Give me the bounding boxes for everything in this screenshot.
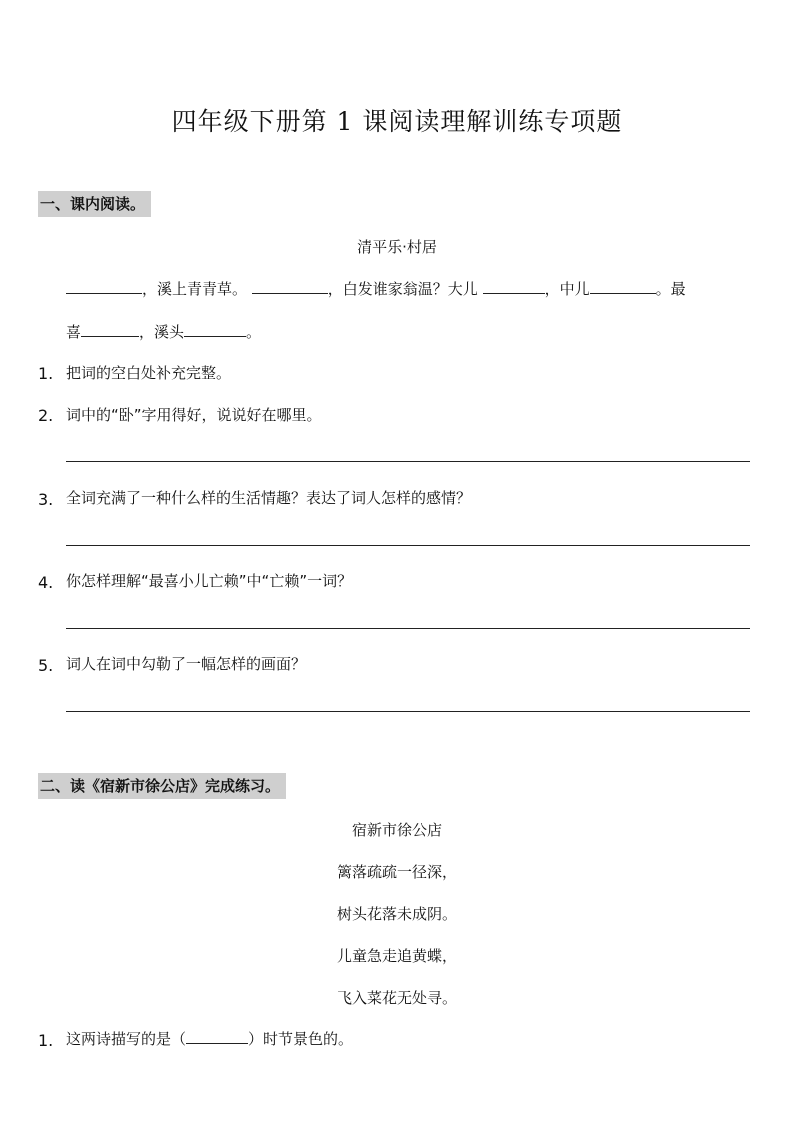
fill-blank[interactable] — [252, 278, 328, 294]
poem-1-title: 清平乐·村居 — [357, 238, 437, 256]
question-text: 词人在词中勾勒了一幅怎样的画面？ — [66, 655, 307, 673]
fill-blank[interactable] — [186, 1028, 248, 1044]
question-number: 5. — [38, 656, 54, 675]
poem-1-text: ，中儿 — [544, 280, 590, 298]
poem-1-text: ，白发谁家翁温？大儿 — [327, 280, 478, 298]
section-1-heading: 一、课内阅读。 — [38, 191, 151, 217]
question-number: 1. — [38, 364, 54, 383]
question-text: 全词充满了一种什么样的生活情趣？表达了词人怎样的感情？ — [66, 489, 472, 507]
question-text-before: 这两诗描写的是（ — [66, 1030, 187, 1048]
poem-1-text: ，溪头 — [139, 323, 185, 341]
fill-blank[interactable] — [590, 278, 656, 294]
page-title: 四年级下册第 1 课阅读理解训练专项题 — [171, 107, 623, 136]
poem-1-line-2 — [66, 321, 261, 342]
section-2-heading: 二、读《宿新市徐公店》完成练习。 — [38, 773, 286, 799]
answer-line[interactable] — [66, 711, 750, 712]
poem-2-line: 树头花落未成阴。 — [336, 905, 457, 923]
poem-2-line: 篱落疏疏一径深， — [336, 863, 457, 881]
poem-1-line-1 — [66, 278, 686, 299]
poem-2-line: 儿童急走追黄蝶， — [336, 947, 457, 965]
question-text: 你怎样理解“最喜小儿亡赖”中“亡赖”一词？ — [66, 572, 353, 590]
question-number: 4. — [38, 573, 54, 592]
question-text — [66, 1028, 353, 1049]
poem-1-text: ，溪上青青草。 — [142, 280, 248, 298]
question-number: 1. — [38, 1031, 54, 1050]
question-number: 2. — [38, 406, 54, 425]
question-text: 词中的“卧”字用得好，说说好在哪里。 — [66, 406, 322, 424]
poem-2-title: 宿新市徐公店 — [351, 821, 442, 839]
question-number: 3. — [38, 490, 54, 509]
question-text-after: ）时节景色的。 — [248, 1030, 354, 1048]
answer-line[interactable] — [66, 628, 750, 629]
fill-blank[interactable] — [184, 321, 246, 337]
answer-line[interactable] — [66, 545, 750, 546]
poem-1-text: 。 — [246, 323, 262, 341]
fill-blank[interactable] — [483, 278, 545, 294]
fill-blank[interactable] — [81, 321, 139, 337]
question-text: 把词的空白处补充完整。 — [66, 364, 232, 382]
poem-2-line: 飞入菜花无处寻。 — [336, 989, 457, 1007]
poem-1-text: 喜 — [66, 323, 82, 341]
poem-1-text: 。最 — [655, 280, 686, 298]
fill-blank[interactable] — [66, 278, 142, 294]
answer-line[interactable] — [66, 461, 750, 462]
